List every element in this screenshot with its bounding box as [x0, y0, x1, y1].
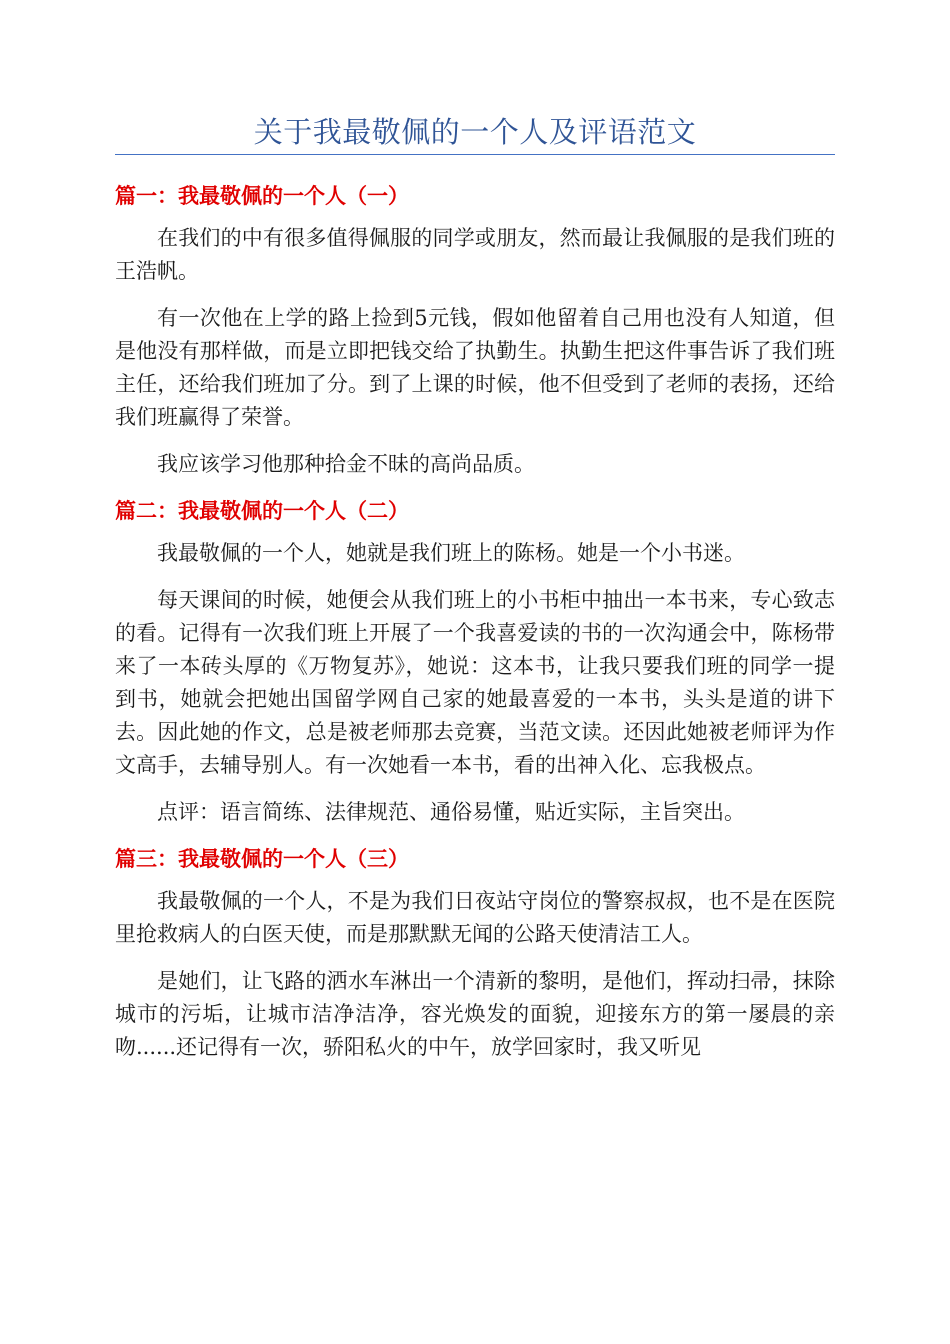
section-1	[115, 180, 835, 481]
paragraph: 我最敬佩的一个人，不是为我们日夜站守岗位的警察叔叔，也不是在医院里抢救病人的白医天使，而是那默默无闻的公路天使清洁工人。	[115, 889, 835, 946]
title-underline	[115, 154, 835, 155]
paragraph: 每天课间的时候，她便会从我们班上的小书柜中抽出一本书来，专心致志的看。记得有一次我们班上开展了一个我喜爱读的书的一次沟通会中，陈杨带来了一本砖头厚的《万物复苏》，她说：这本书，让我只要我们班的同学一提到书，她就会把她出国留学网自己家的她最喜爱的一本书，头头是道的讲下去。因此她的作文，总是被老师那去竞赛，当范文读。还因此她被老师评为作文高手，去辅导别人。有一次她看一本书，看的出神入化、忘我极点。	[115, 588, 835, 777]
paragraph: 是她们，让飞路的洒水车淋出一个清新的黎明，是他们，挥动扫帚，抹除城市的污垢，让城市洁净洁净，容光焕发的面貌，迎接东方的第一屡晨的亲吻......还记得有一次，骄阳私火的中午，放学回家时，我又听见	[115, 969, 835, 1059]
section-3	[115, 843, 835, 1064]
paragraph: 有一次他在上学的路上捡到5元钱，假如他留着自己用也没有人知道，但是他没有那样做，而是立即把钱交给了执勤生。执勤生把这件事告诉了我们班主任，还给我们班加了分。到了上课的时候，他不但受到了老师的表扬，还给我们班赢得了荣誉。	[115, 306, 835, 429]
document-title: 关于我最敬佩的一个人及评语范文	[253, 115, 697, 149]
paragraph: 我应该学习他那种拾金不昧的高尚品质。	[157, 452, 535, 476]
section-heading: 篇一：我最敬佩的一个人（一）	[115, 184, 409, 208]
section-heading: 篇二：我最敬佩的一个人（二）	[115, 499, 409, 523]
paragraph: 点评：语言简练、法律规范、通俗易懂，贴近实际，主旨突出。	[157, 800, 745, 824]
paragraph: 在我们的中有很多值得佩服的同学或朋友，然而最让我佩服的是我们班的王浩帆。	[115, 226, 835, 283]
section-2	[115, 495, 835, 829]
document-body	[115, 180, 835, 1078]
section-heading: 篇三：我最敬佩的一个人（三）	[115, 847, 409, 871]
paragraph: 我最敬佩的一个人，她就是我们班上的陈杨。她是一个小书迷。	[157, 541, 745, 565]
